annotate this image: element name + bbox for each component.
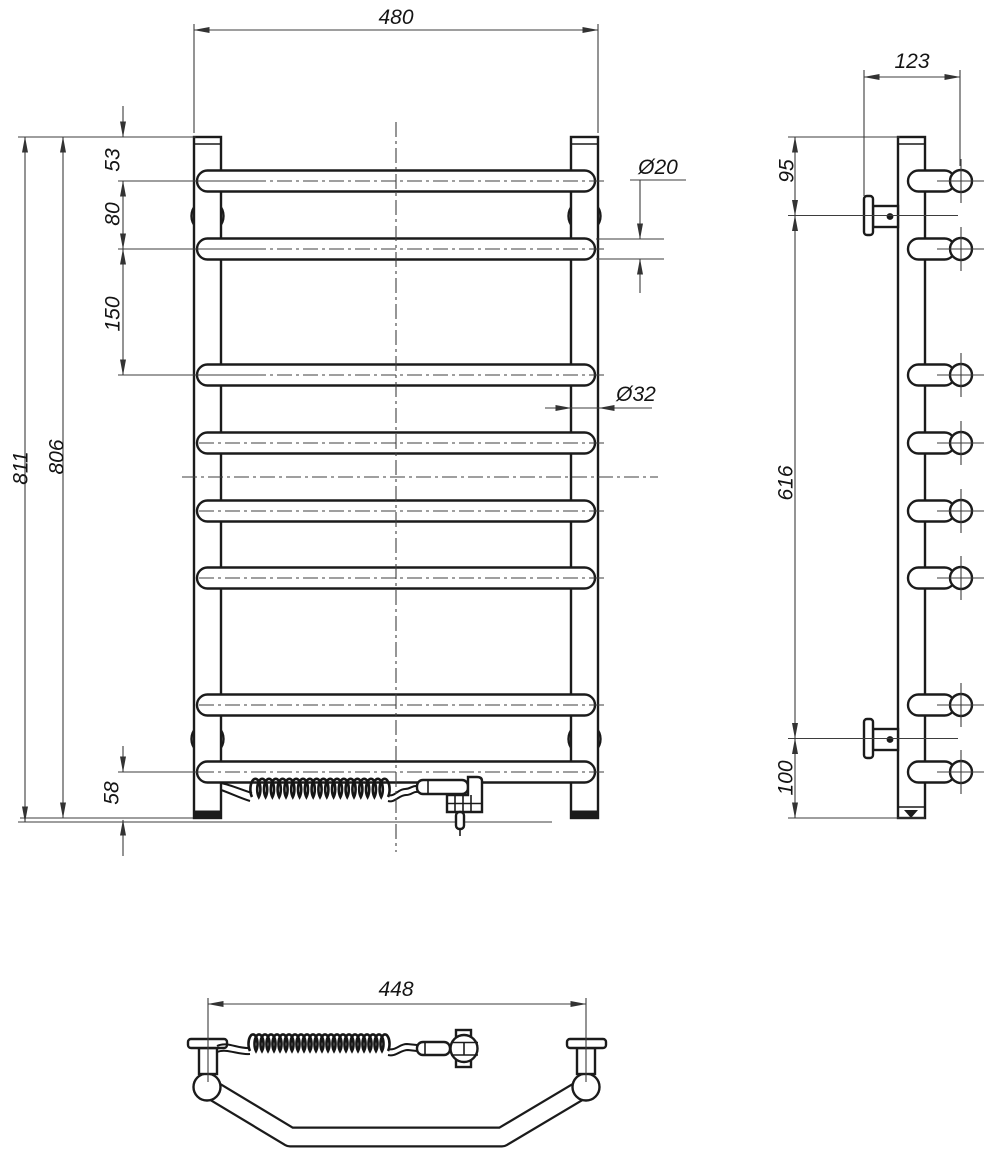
power-plug <box>417 777 482 836</box>
dim-depth-label: 123 <box>894 50 930 73</box>
dim-bracket-span-label: 616 <box>774 465 798 501</box>
dim-rail-diameter-label: Ø32 <box>616 383 656 406</box>
dim-bracket-width-label: 448 <box>378 978 414 1001</box>
cable-coil <box>250 779 389 797</box>
dim-bar-gap-large-label: 150 <box>101 296 125 332</box>
bottom-power-plug <box>417 1030 478 1067</box>
rail-tube-section <box>194 1074 221 1101</box>
dim-bar-gap-label: 80 <box>101 202 125 226</box>
dim-top-gap-label: 53 <box>101 148 125 172</box>
dim-bar-diameter-label: Ø20 <box>638 156 678 179</box>
dim-rail-height-label: 806 <box>45 439 69 475</box>
left-rail-bottom-cap <box>194 811 221 819</box>
dim-bottom-bracket-label: 100 <box>774 760 798 796</box>
power-cable <box>221 777 482 836</box>
plug-pin <box>456 812 464 829</box>
bottom-tube <box>194 1074 600 1138</box>
bottom-view <box>188 978 606 1137</box>
dim-bottom-gap-label: 58 <box>100 781 124 805</box>
side-view <box>774 50 984 818</box>
right-rail-bottom-cap <box>571 811 598 819</box>
dim-overall-height-label: 811 <box>9 451 33 485</box>
dim-width-label: 480 <box>378 6 414 29</box>
front-view <box>9 6 686 856</box>
cable-coil <box>248 1034 389 1051</box>
bottom-dimensions <box>208 998 586 1082</box>
dim-top-bracket-label: 95 <box>775 159 799 183</box>
bottom-power-cable <box>217 1030 478 1067</box>
front-bottom-extension-lines <box>18 818 552 822</box>
